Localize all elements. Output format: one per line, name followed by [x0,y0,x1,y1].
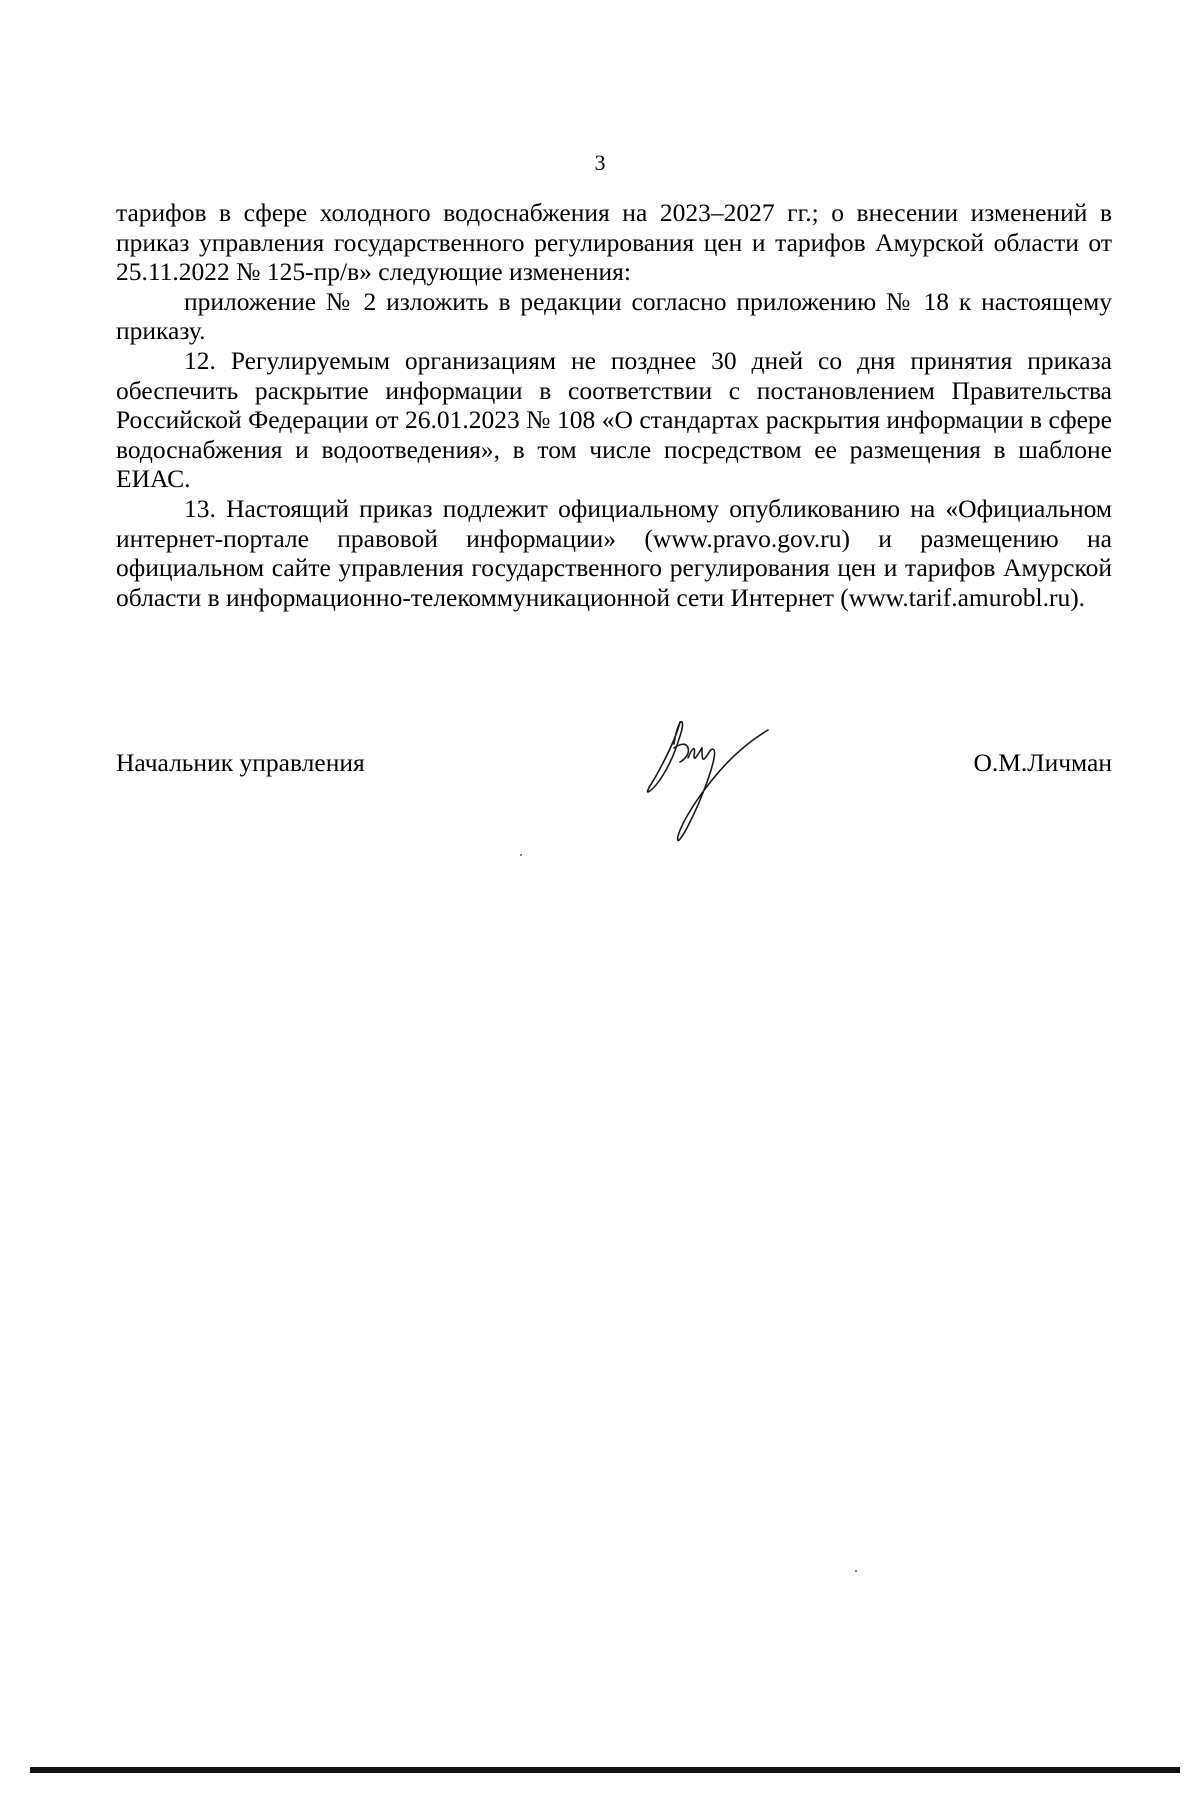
page-number: 3 [594,150,606,175]
document-body [116,198,1112,612]
paragraph-appendix: приложение № 2 изложить в редакции согласно приложению № 18 к настоящему приказу. [116,286,1112,346]
signer-name: О.М.Личман [973,748,1112,777]
scan-speck [855,1570,857,1572]
paragraph-item-12: 12. Регулируемым организациям не позднее 30 дней со дня принятия приказа обеспечить раскрытие информации в соответствии с постановлением Правительства Российской Федерации от 26.01.2023 № 108 «О стандартах раскрытия информации в сфере водоснабжения и водоотведения», в том числе посредством ее размещения в шаблоне ЕИАС. [116,345,1112,494]
paragraph-continuation: тарифов в сфере холодного водоснабжения на 2023–2027 гг.; о внесении изменений в приказ управления государственного регулирования цен и тарифов Амурской области от 25.11.2022 № 125-пр/в» следующие изменения: [116,198,1112,287]
scan-speck [520,854,522,856]
signer-position: Начальник управления [116,748,365,777]
paragraph-item-13: 13. Настоящий приказ подлежит официальному опубликованию на «Официальном интернет-портале правовой информации» (www.pravo.gov.ru) и размещению на официальном сайте управления государственного регулирования цен и тарифов Амурской области в информационно-телекоммуникационной сети Интернет (www.tarif.amurobl.ru). [116,493,1112,612]
bottom-border-line [30,1767,1180,1773]
handwritten-signature [636,718,786,848]
